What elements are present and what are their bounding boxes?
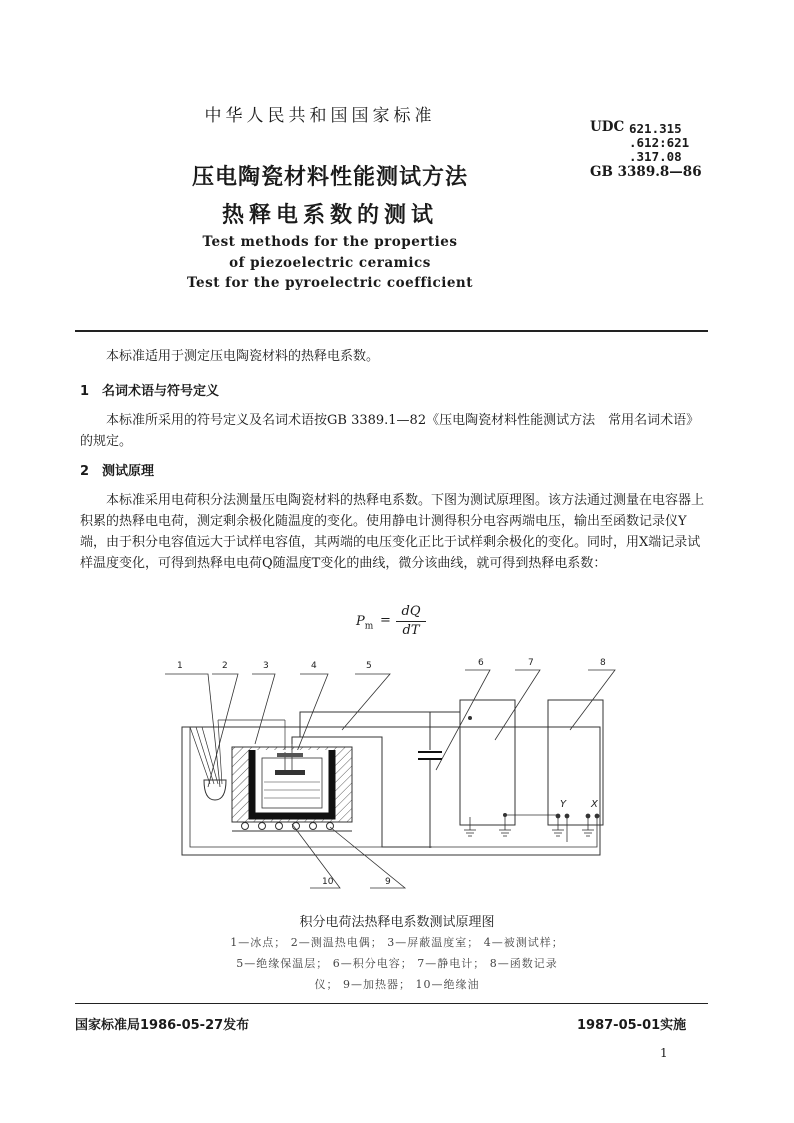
label-5: 5 <box>366 661 372 671</box>
formula-equals: = <box>380 613 391 628</box>
electrometer-ground <box>464 817 511 836</box>
heater <box>232 822 352 831</box>
title-english-line-2: of piezoelectric ceramics <box>229 255 431 271</box>
formula-lhs-sub: m <box>364 621 374 632</box>
label-10: 10 <box>322 877 334 887</box>
figure-legend-line-2: 5—绝缘保温层； 6—积分电容； 7—静电计； 8—函数记录 <box>236 957 558 970</box>
figure-caption: 积分电荷法热释电系数测试原理图 <box>299 915 495 930</box>
formula-lhs: P <box>356 614 365 629</box>
integrating-capacitor <box>418 752 442 759</box>
recorder-terminals <box>556 814 599 818</box>
label-9: 9 <box>385 877 391 887</box>
title-chinese-line-1: 压电陶瓷材料性能测试方法 <box>191 165 468 190</box>
section-2-heading: 2 测试原理 <box>80 464 155 479</box>
udc-code-3: .317.08 <box>629 149 682 164</box>
national-standard-label: 中华人民共和国国家标准 <box>204 106 436 126</box>
electrometer-input-terminal <box>468 716 472 720</box>
pyroelectric-formula <box>340 604 460 640</box>
label-4: 4 <box>311 661 317 671</box>
test-sample <box>275 770 305 775</box>
sample-clamp <box>277 753 303 757</box>
formula-denominator: dT <box>402 623 420 638</box>
section-1-text: 本标准所采用的符号定义及名词术语按GB 3389.1—82《压电陶瓷材料性能测试方法 常用名词术语》的规定。 <box>80 413 700 449</box>
recorder-y-terminal-label: Y <box>560 799 567 810</box>
title-english-line-3: Test for the pyroelectric coefficient <box>187 275 473 291</box>
label-1: 1 <box>177 661 183 671</box>
label-6: 6 <box>478 658 484 668</box>
figure-legend-line-1: 1—冰点； 2—测温热电偶； 3—屏蔽温度室； 4—被测试样； <box>230 936 564 949</box>
section-1-heading: 1 名词术语与符号定义 <box>80 384 220 399</box>
intro-paragraph: 本标准适用于测定压电陶瓷材料的热释电系数。 <box>106 349 380 364</box>
label-7: 7 <box>528 658 534 668</box>
udc-code-1: 621.315 <box>629 121 682 136</box>
effective-date: 1987-05-01实施 <box>577 1018 687 1033</box>
page-number: 1 <box>660 1046 668 1060</box>
header-divider <box>75 330 708 332</box>
ice-point-flask <box>204 780 226 800</box>
formula-numerator: dQ <box>401 604 421 619</box>
label-8: 8 <box>600 658 606 668</box>
measurement-circuit-diagram <box>160 652 630 897</box>
recorder-x-terminal-label: X <box>591 799 598 810</box>
label-2: 2 <box>222 661 228 671</box>
formula-fraction-bar <box>396 621 426 622</box>
publisher-date: 国家标准局1986-05-27发布 <box>75 1018 250 1033</box>
section-2-text: 本标准采用电荷积分法测量压电陶瓷材料的热释电系数。下图为测试原理图。该方法通过测量在电容器上积累的热释电电荷，测定剩余极化随温度的变化。使用静电计测得积分电容两端电压，输出至函数记录仪Y端，由于积分电容值远大于试样电容值，其两端的电压变化正比于试样剩余极化的变化。同时，用X端记录试样温度变化，可得到热释电电荷Q随温度T变化的曲线，微分该曲线，就可得到热释电系数： <box>80 493 705 571</box>
footer-divider <box>75 1003 708 1004</box>
title-chinese-line-2: 热释电系数的测试 <box>221 203 438 228</box>
udc-label: UDC <box>590 119 625 135</box>
label-3: 3 <box>263 661 269 671</box>
figure-legend-line-3: 仪； 9—加热器； 10—绝缘油 <box>314 978 480 991</box>
udc-code-2: .612:621 <box>629 135 690 150</box>
gb-number: GB 3389.8—86 <box>590 164 702 180</box>
title-english-line-1: Test methods for the properties <box>202 234 458 250</box>
